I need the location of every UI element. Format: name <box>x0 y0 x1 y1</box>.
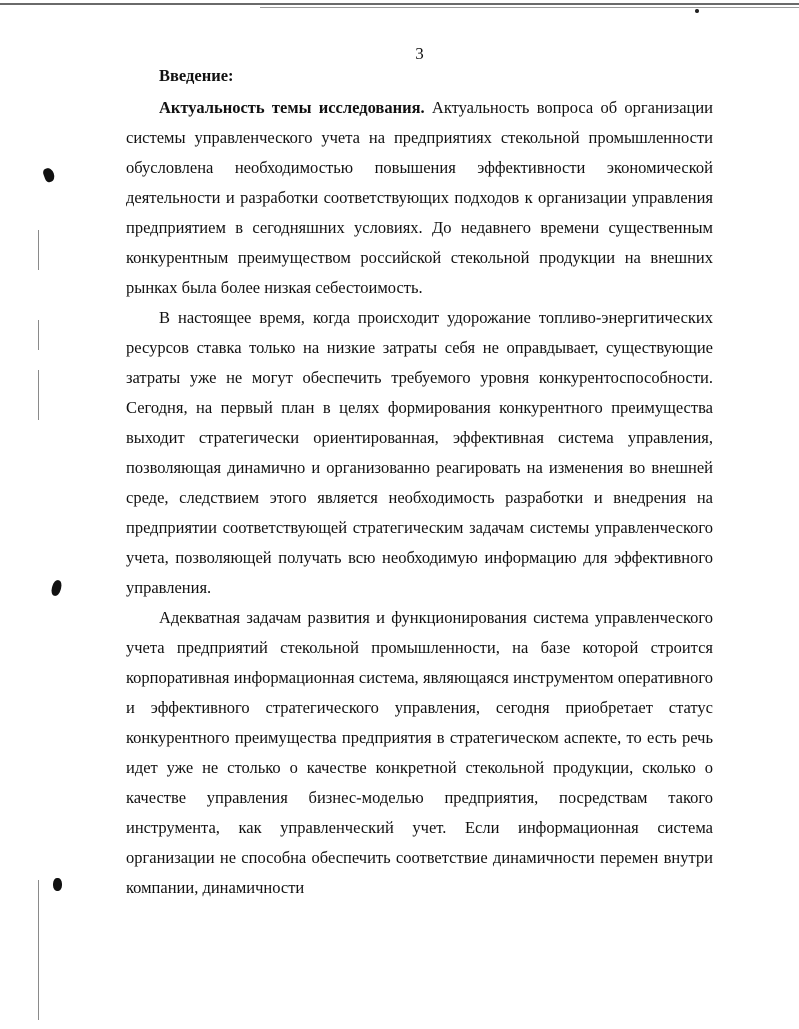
paragraph-adequate-system <box>126 603 713 903</box>
page-content <box>126 64 713 903</box>
scan-top-border-secondary <box>260 7 799 8</box>
binding-hole-mark <box>50 579 63 597</box>
section-heading: Введение: <box>159 66 234 85</box>
binding-hole-mark <box>42 167 56 184</box>
paragraph-text: В настоящее время, когда происходит удорожание топливо-энергитических ресурсов ставка только на низкие затраты себя не оправдывает, существующие затраты уже не могут обеспечить требуемого уровня конкурентоспособности. Сегодня, на первый план в целях формирования конкурентного преимущества выходит стратегически ориентированная, эффективная система управления, позволяющая динамично и организованно реагировать на изменения во внешней среде, следствием этого является необходимость разработки и внедрения на предприятии соответствующей стратегическим задачам системы управленческого учета, позволяющей получать всю необходимую информацию для эффективного управления. <box>126 308 713 597</box>
scan-margin-line <box>38 370 39 420</box>
page-number: 3 <box>415 44 424 63</box>
paragraph-text: Адекватная задачам развития и функционирования система управленческого учета предприятий стекольной промышленности, на базе которой строится корпоративная информационная система, являющаяся инструментом оперативного и эффективного стратегического управления, сегодня приобретает статус конкурентного преимущества предприятия в стратегическом аспекте, то есть речь идет уже не столько о качестве конкретной стекольной продукции, сколько о качестве управления бизнес-моделью предприятия, посредствам такого инструмента, как управленческий учет. Если информационная система организации не способна обеспечить соответствие динамичности перемен внутри компании, динамичности <box>126 608 713 897</box>
paragraph-lead: Актуальность темы исследования. <box>159 98 425 117</box>
paragraph-relevance <box>126 93 713 303</box>
paragraph-current-time <box>126 303 713 603</box>
scan-artifact-dot <box>695 9 699 13</box>
scan-margin-line <box>38 880 39 1020</box>
paragraph-text: Актуальность вопроса об организации системы управленческого учета на предприятиях стекольной промышленности обусловлена необходимостью повышения эффективности экономической деятельности и разработки соответствующих подходов к организации управления предприятием в сегодняшних условиях. До недавнего времени существенным конкурентным преимуществом российской стекольной продукции на внешних рынках была более низкая себестоимость. <box>126 98 714 297</box>
scan-margin-line <box>38 230 39 270</box>
scan-top-border <box>0 3 799 5</box>
scan-margin-line <box>38 320 39 350</box>
binding-hole-mark <box>53 878 62 891</box>
